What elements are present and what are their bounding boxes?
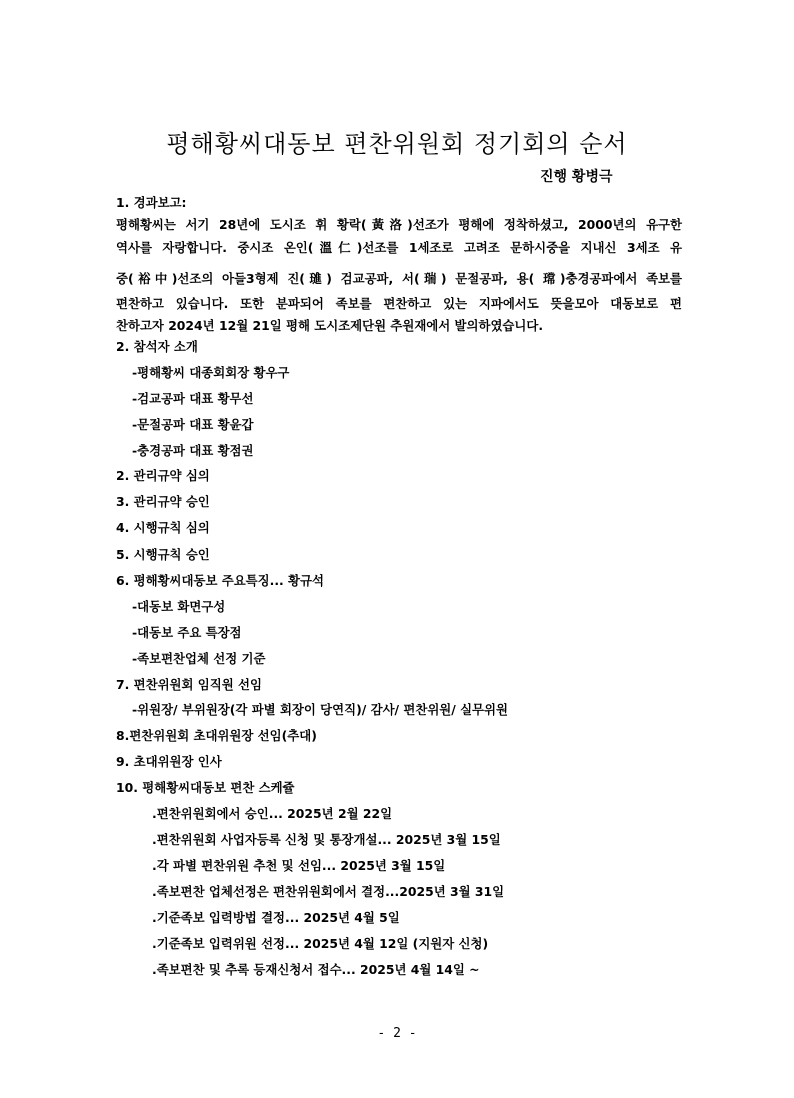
report-heading: 1. 경과보고: <box>116 195 187 210</box>
agenda-item: 2. 관리규약 심의 <box>116 468 210 483</box>
features-heading: 6. 평해황씨대동보 주요특징... 황규석 <box>116 573 324 588</box>
schedule-item: .족보편찬 업체선정은 편찬위원회에서 결정...2025년 3월 31일 <box>152 884 505 899</box>
schedule-item: .기준족보 입력위원 선정... 2025년 4월 12일 (지원자 신청) <box>152 936 489 951</box>
attendee-item: -충경공파 대표 황점권 <box>132 443 254 458</box>
schedule-item: .편찬위원회에서 승인... 2025년 2월 22일 <box>152 806 393 821</box>
feature-item: -족보편찬업체 선정 기준 <box>132 651 266 666</box>
presenter-name: 진행 황병극 <box>540 169 613 185</box>
schedule-item: .족보편찬 및 추록 등재신청서 접수... 2025년 4월 14일 ~ <box>152 962 480 977</box>
feature-item: -대동보 주요 특장점 <box>132 625 242 640</box>
agenda-item: 9. 초대위원장 인사 <box>116 754 222 769</box>
report-line: 찬하고자 2024년 12월 21일 평해 도시조제단원 추원재에서 발의하였습니다. <box>116 318 544 333</box>
report-line: 중(裕中)선조의 아들3형제 진(璡) 검교공파, 서(瑞) 문절공파, 용( 瑺)충경공파에서 족보를 <box>116 271 682 286</box>
schedule-item: .편찬위원회 사업자등록 신청 및 통장개설... 2025년 3월 15일 <box>152 832 501 847</box>
agenda-item: 5. 시행규칙 승인 <box>116 547 210 562</box>
agenda-item: 3. 관리규약 승인 <box>116 494 210 509</box>
attendees-heading: 2. 참석자 소개 <box>116 339 198 354</box>
report-line: 역사를 자랑합니다. 중시조 온인(溫仁)선조를 1세조로 고려조 문하시중을 지내신 3세조 유 <box>116 240 682 255</box>
document-title: 평해황씨대동보 편찬위원회 정기회의 순서 <box>166 130 628 158</box>
agenda-item: 8.편찬위원회 초대위원장 선임(추대) <box>116 728 317 743</box>
report-line: 편찬하고 있습니다. 또한 분파되어 족보를 편찬하고 있는 지파에서도 뜻을모아 대동보로 편 <box>116 296 682 311</box>
agenda-item: 4. 시행규칙 심의 <box>116 520 210 535</box>
election-heading: 7. 편찬위원회 임직원 선임 <box>116 677 262 692</box>
attendee-item: -문절공파 대표 황윤갑 <box>132 417 254 432</box>
attendee-item: -검교공파 대표 황무선 <box>132 391 254 406</box>
schedule-item: .기준족보 입력방법 결정... 2025년 4월 5일 <box>152 910 400 925</box>
attendee-item: -평해황씨 대종회회장 황우구 <box>132 365 290 380</box>
feature-item: -대동보 화면구성 <box>132 599 226 614</box>
schedule-item: .각 파별 편찬위원 추천 및 선임... 2025년 3월 15일 <box>152 858 446 873</box>
report-line: 평해황씨는 서기 28년에 도시조 휘 황락(黃洛)선조가 평해에 정착하셨고, 2000년의 유구한 <box>116 217 682 232</box>
election-item: -위원장/ 부위원장(각 파별 회장이 당연직)/ 감사/ 편찬위원/ 실무위원 <box>132 702 508 717</box>
page-number: - 2 - <box>377 1026 417 1041</box>
schedule-heading: 10. 평해황씨대동보 편찬 스케쥴 <box>116 780 295 795</box>
